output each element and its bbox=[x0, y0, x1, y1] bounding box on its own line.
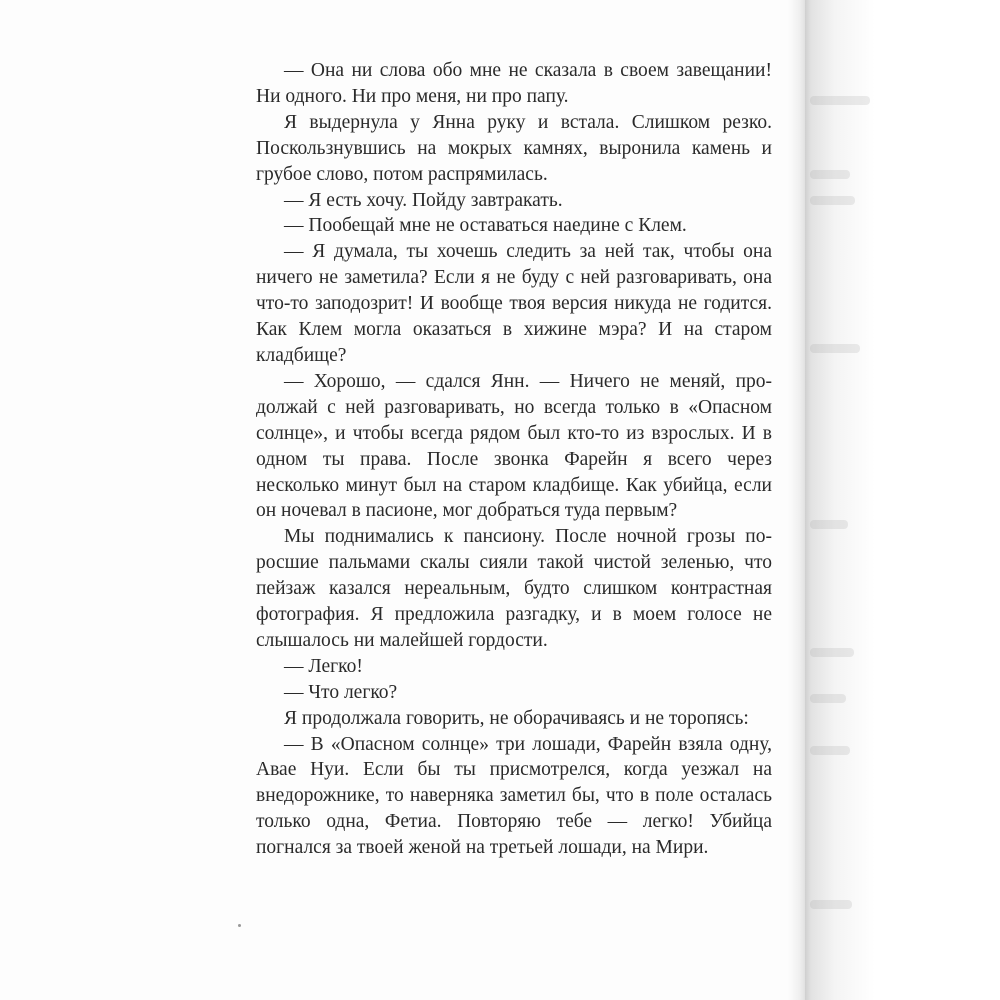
paragraph: — Я есть хочу. Пойду завтракать. bbox=[284, 189, 563, 211]
bleed-through-mark bbox=[810, 344, 860, 353]
page-text bbox=[256, 58, 772, 861]
bleed-through-mark bbox=[810, 196, 855, 205]
bleed-through-mark bbox=[810, 170, 850, 179]
paragraph: — Хорошо, — сдался Янн. — Ничего не меняй, продолжай с ней разговаривать, но всегда только в «Опасном солнце», и чтобы всегда рядом был кто-то из взрослых. И в одном ты права. После звонка Фарейн я всего через несколько минут был на старом кладбище. Как убийца, если он ночевал в пасионе, мог добраться туда первым? bbox=[256, 370, 772, 522]
bleed-through-mark bbox=[810, 648, 854, 657]
paragraph: — Легко! bbox=[284, 655, 363, 677]
paragraph: — Она ни слова обо мне не сказала в своем завещании! Ни одного. Ни про меня, ни про папу. bbox=[256, 60, 772, 107]
paragraph: — Что легко? bbox=[284, 681, 398, 703]
paragraph: Я выдернула у Янна руку и встала. Слишком резко. Поскользнувшись на мокрых камнях, выронила камень и грубое слово, потом распрямилась. bbox=[256, 111, 772, 185]
bleed-through-mark bbox=[810, 900, 852, 909]
paragraph: — Я думала, ты хочешь следить за ней так, чтобы она ничего не заметила? Если я не буду с ней разговаривать, она что-то заподозрит! И вообще твоя версия никуда не годится. Как Клем могла оказаться в хижине мэра? И на старом кладбище? bbox=[256, 241, 772, 366]
bleed-through-mark bbox=[810, 746, 850, 755]
paragraph: — Пообещай мне не оставаться наедине с Клем. bbox=[284, 215, 687, 237]
bleed-through-mark bbox=[810, 520, 848, 529]
paragraph: — В «Опасном солнце» три лошади, Фарейн взяла одну, Авае Нуи. Если бы ты присмотрелся, когда уезжал на внедорожнике, то наверняка заметил бы, что в поле осталась только одна, Фетиа. Повторяю тебе — легко! Убийца погнался за твоей женой на третьей лошади, на Мири. bbox=[256, 733, 772, 859]
paper-speck bbox=[238, 924, 241, 927]
bleed-through-mark bbox=[810, 96, 870, 105]
paragraph: Мы поднимались к пансиону. После ночной грозы поросшие пальмами скалы сияли такой чистой зеленью, что пейзаж казался нереальным, будто слишком контрастная фотография. Я предложила разгадку, и в моем голосе не слышалось ни малейшей гордости. bbox=[256, 526, 772, 651]
adjacent-page-edge bbox=[805, 0, 1000, 1000]
bleed-through-mark bbox=[810, 694, 846, 703]
paragraph: Я продолжала говорить, не оборачиваясь и не торопясь: bbox=[284, 707, 749, 729]
